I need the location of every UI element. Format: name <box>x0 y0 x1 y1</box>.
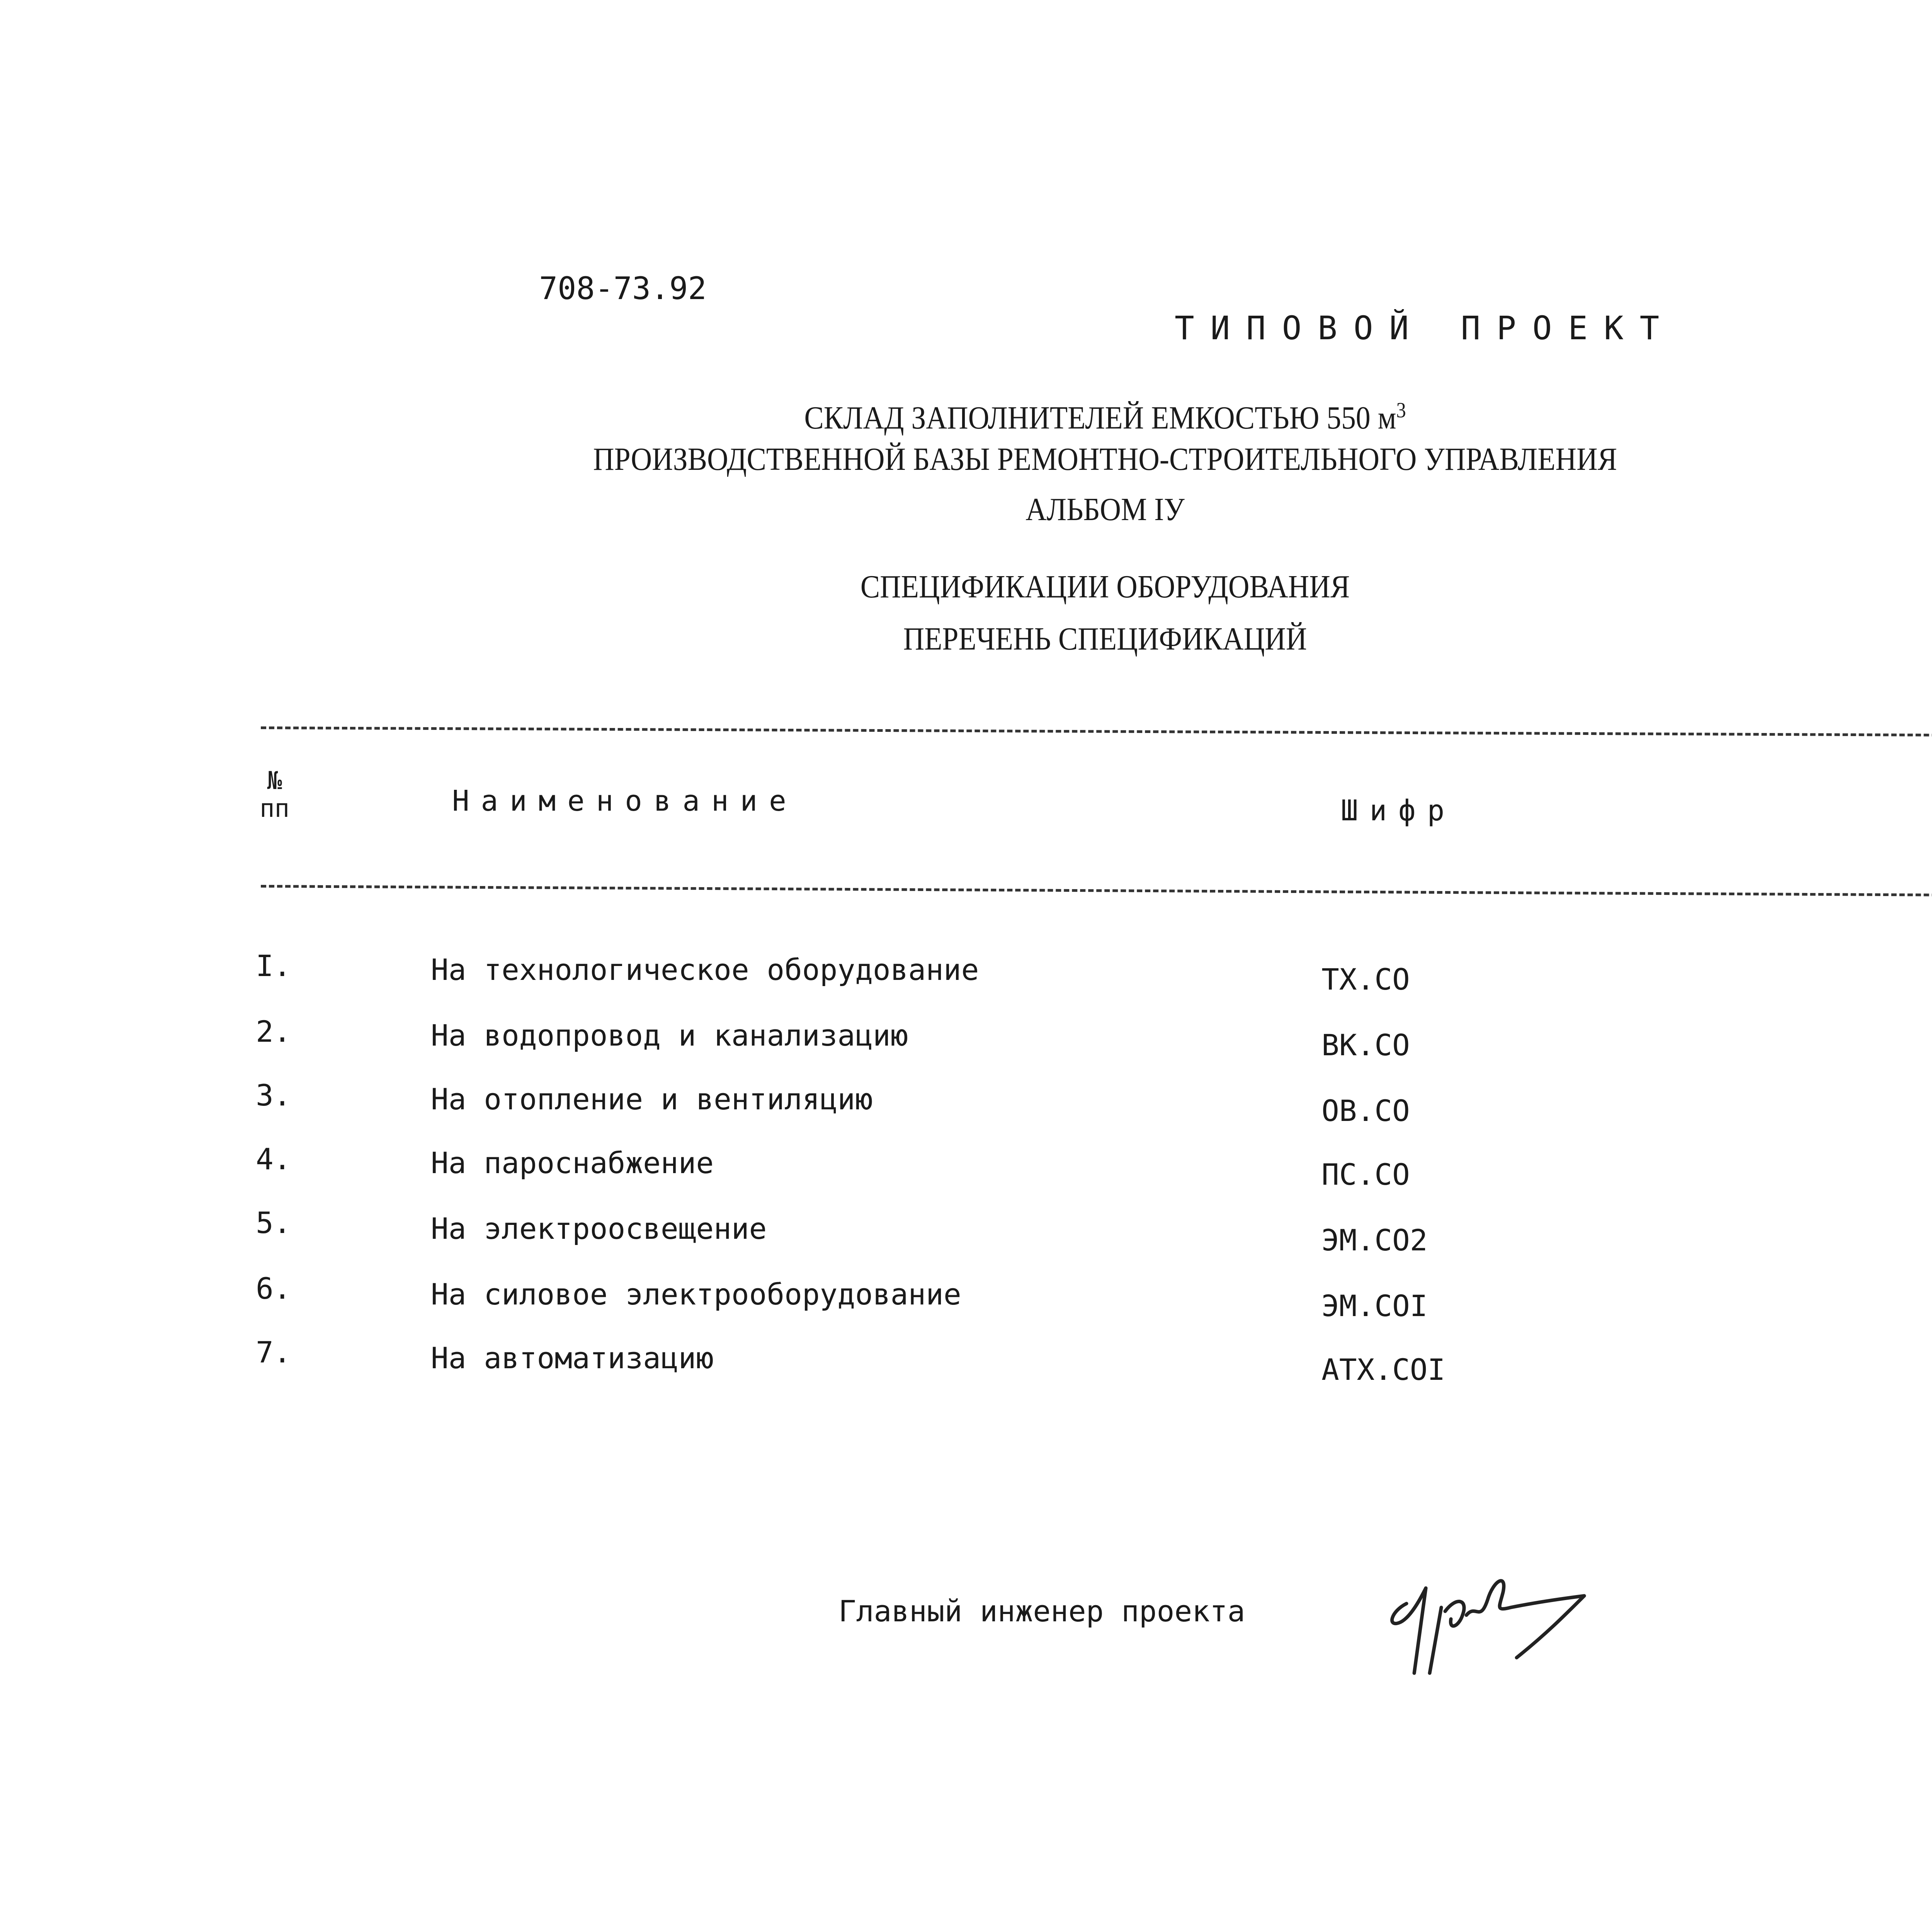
document-type: ТИПОВОЙ ПРОЕКТ <box>1175 309 1676 347</box>
album-label: АЛЬБОМ IУ <box>1026 492 1185 527</box>
row-name: На технологическое оборудование <box>431 952 979 987</box>
column-header-number-abbr: пп <box>260 794 290 823</box>
table-top-divider <box>261 726 1932 739</box>
row-number: I. <box>256 949 291 983</box>
handwritten-signature <box>1383 1557 1600 1677</box>
row-number: 6. <box>256 1271 291 1306</box>
project-title-line-1 <box>111 398 1932 437</box>
row-code: ЭМ.СОI <box>1321 1289 1428 1323</box>
row-name: На пароснабжение <box>431 1146 714 1180</box>
row-number: 2. <box>256 1014 291 1049</box>
column-header-number <box>260 767 289 823</box>
row-number: 3. <box>256 1078 291 1112</box>
project-title-text: СКЛАД ЗАПОЛНИТЕЛЕЙ ЕМКОСТЬЮ 550 м <box>804 400 1396 436</box>
column-header-number-symbol: № <box>267 767 282 795</box>
row-code: ОВ.СО <box>1321 1094 1410 1128</box>
project-title-line-2: ПРОИЗВОДСТВЕННОЙ БАЗЫ РЕМОНТНО-СТРОИТЕЛЬНОГО УПРАВЛЕНИЯ <box>593 441 1617 477</box>
signatory-role: Главный инженер проекта <box>838 1594 1245 1628</box>
row-number: 4. <box>256 1142 291 1176</box>
subsection-title: ПЕРЕЧЕНЬ СПЕЦИФИКАЦИЙ <box>903 621 1307 657</box>
row-code: АТХ.СОI <box>1321 1352 1446 1387</box>
column-header-name: Наименование <box>452 784 798 818</box>
row-code: ЭМ.СО2 <box>1321 1223 1428 1257</box>
section-title: СПЕЦИФИКАЦИИ ОБОРУДОВАНИЯ <box>860 569 1350 605</box>
row-code: ВК.СО <box>1321 1028 1410 1062</box>
table-header-divider <box>261 885 1932 899</box>
row-code: ПС.СО <box>1321 1157 1410 1192</box>
row-number: 5. <box>256 1206 291 1240</box>
row-number: 7. <box>256 1335 291 1369</box>
cubic-superscript: 3 <box>1396 398 1406 422</box>
row-code: ТХ.СО <box>1321 962 1410 997</box>
sheet-code: 708-73.92 <box>539 270 707 306</box>
row-name: На водопровод и канализацию <box>431 1018 908 1053</box>
row-name: На автоматизацию <box>431 1341 714 1375</box>
column-header-code: Шифр <box>1341 794 1456 827</box>
row-name: На отопление и вентиляцию <box>431 1082 873 1116</box>
row-name: На силовое электрооборудование <box>431 1277 961 1311</box>
row-name: На электроосвещение <box>431 1211 767 1246</box>
